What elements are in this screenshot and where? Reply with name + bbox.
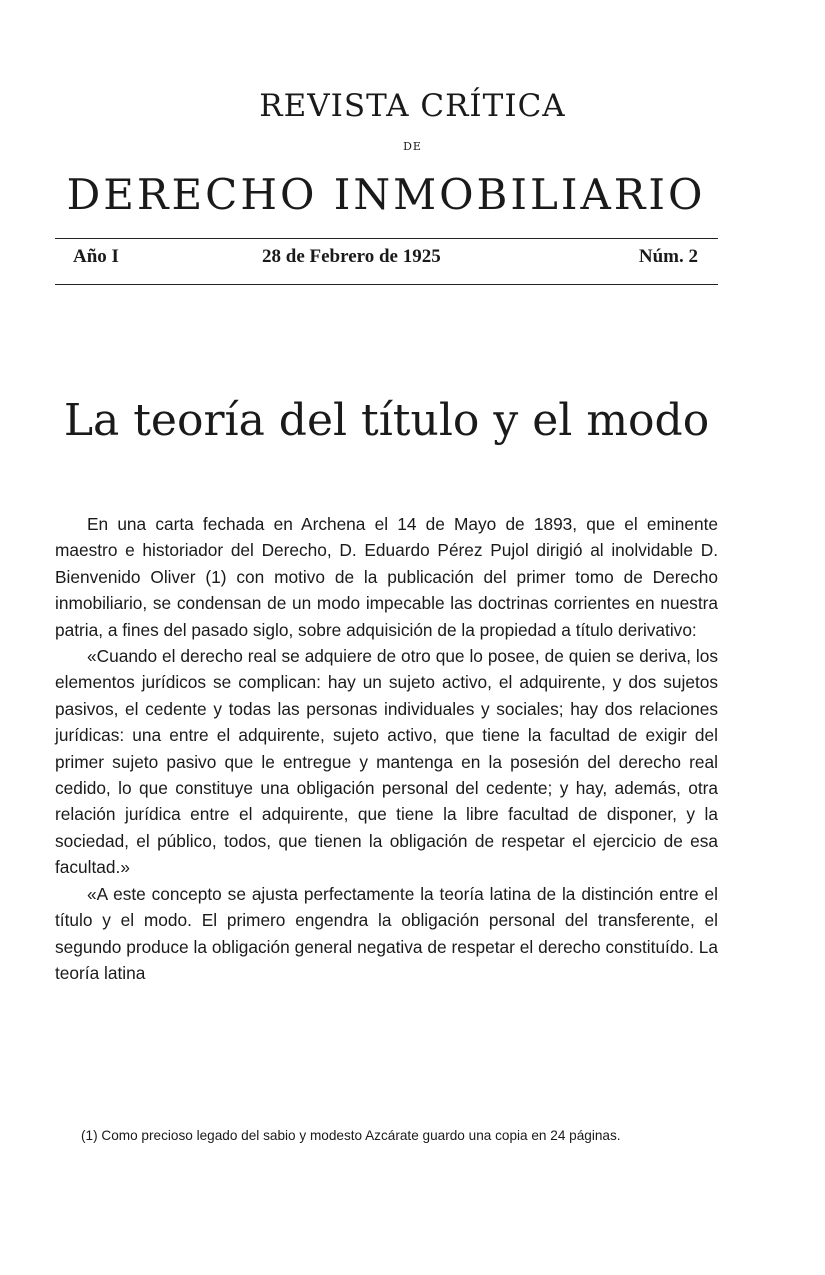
issue-number: Núm. 2 — [638, 246, 698, 267]
issue-info-bar — [55, 246, 718, 272]
header-bottom-rule — [55, 284, 718, 285]
body-paragraph: En una carta fechada en Archena el 14 de Mayo de 1893, que el eminente maestro e historiador del Derecho, D. Eduardo Pérez Pujol dirigió al inolvidable D. Bienvenido Oliver (1) con motivo de la publicación del primer tomo de Derecho inmobiliario, se condensan de un modo impecable las doctrinas corrientes en nuestra patria, a fines del pasado siglo, sobre adquisición de la propiedad a título derivativo: — [55, 514, 718, 640]
body-paragraph: «A este concepto se ajusta perfectamente la teoría latina de la distinción entre el título y el modo. El primero engendra la obligación personal del transferente, el segundo produce la obligación general negativa de respetar el derecho constituído. La teoría latina — [55, 883, 718, 983]
issue-date: 28 de Febrero de 1925 — [262, 246, 441, 267]
footnotes — [55, 1125, 718, 1147]
journal-title-line-3: DERECHO INMOBILIARIO — [66, 170, 706, 219]
issue-year: Año I — [73, 246, 119, 267]
journal-title-line-1: REVISTA CRÍTICA — [259, 88, 566, 124]
footnote: (1) Como precioso legado del sabio y modesto Azcárate guardo una copia en 24 páginas. — [81, 1128, 621, 1143]
header-top-rule — [55, 238, 718, 239]
article-title: La teoría del título y el modo — [63, 395, 710, 446]
body-paragraph: «Cuando el derecho real se adquiere de otro que lo posee, de quien se deriva, los elementos jurídicos se complican: hay un sujeto activo, el adquirente, y dos sujetos pasivos, el cedente y todas las personas individuales y sociales; hay dos relaciones jurídicas: una entre el adquirente, sujeto activo, que tiene la facultad de exigir del primer sujeto pasivo que le entregue y mantenga en la posesión del derecho real cedido, lo que constituye una obligación personal del cedente; y hay, además, otra relación jurídica entre el adquirente, que tiene la libre facultad de disponer, y la sociedad, el público, todos, que tienen la obligación de respetar el ejercicio de esa facultad.» — [55, 646, 718, 878]
journal-title-line-2: DE — [403, 140, 422, 153]
article-body — [55, 511, 718, 986]
